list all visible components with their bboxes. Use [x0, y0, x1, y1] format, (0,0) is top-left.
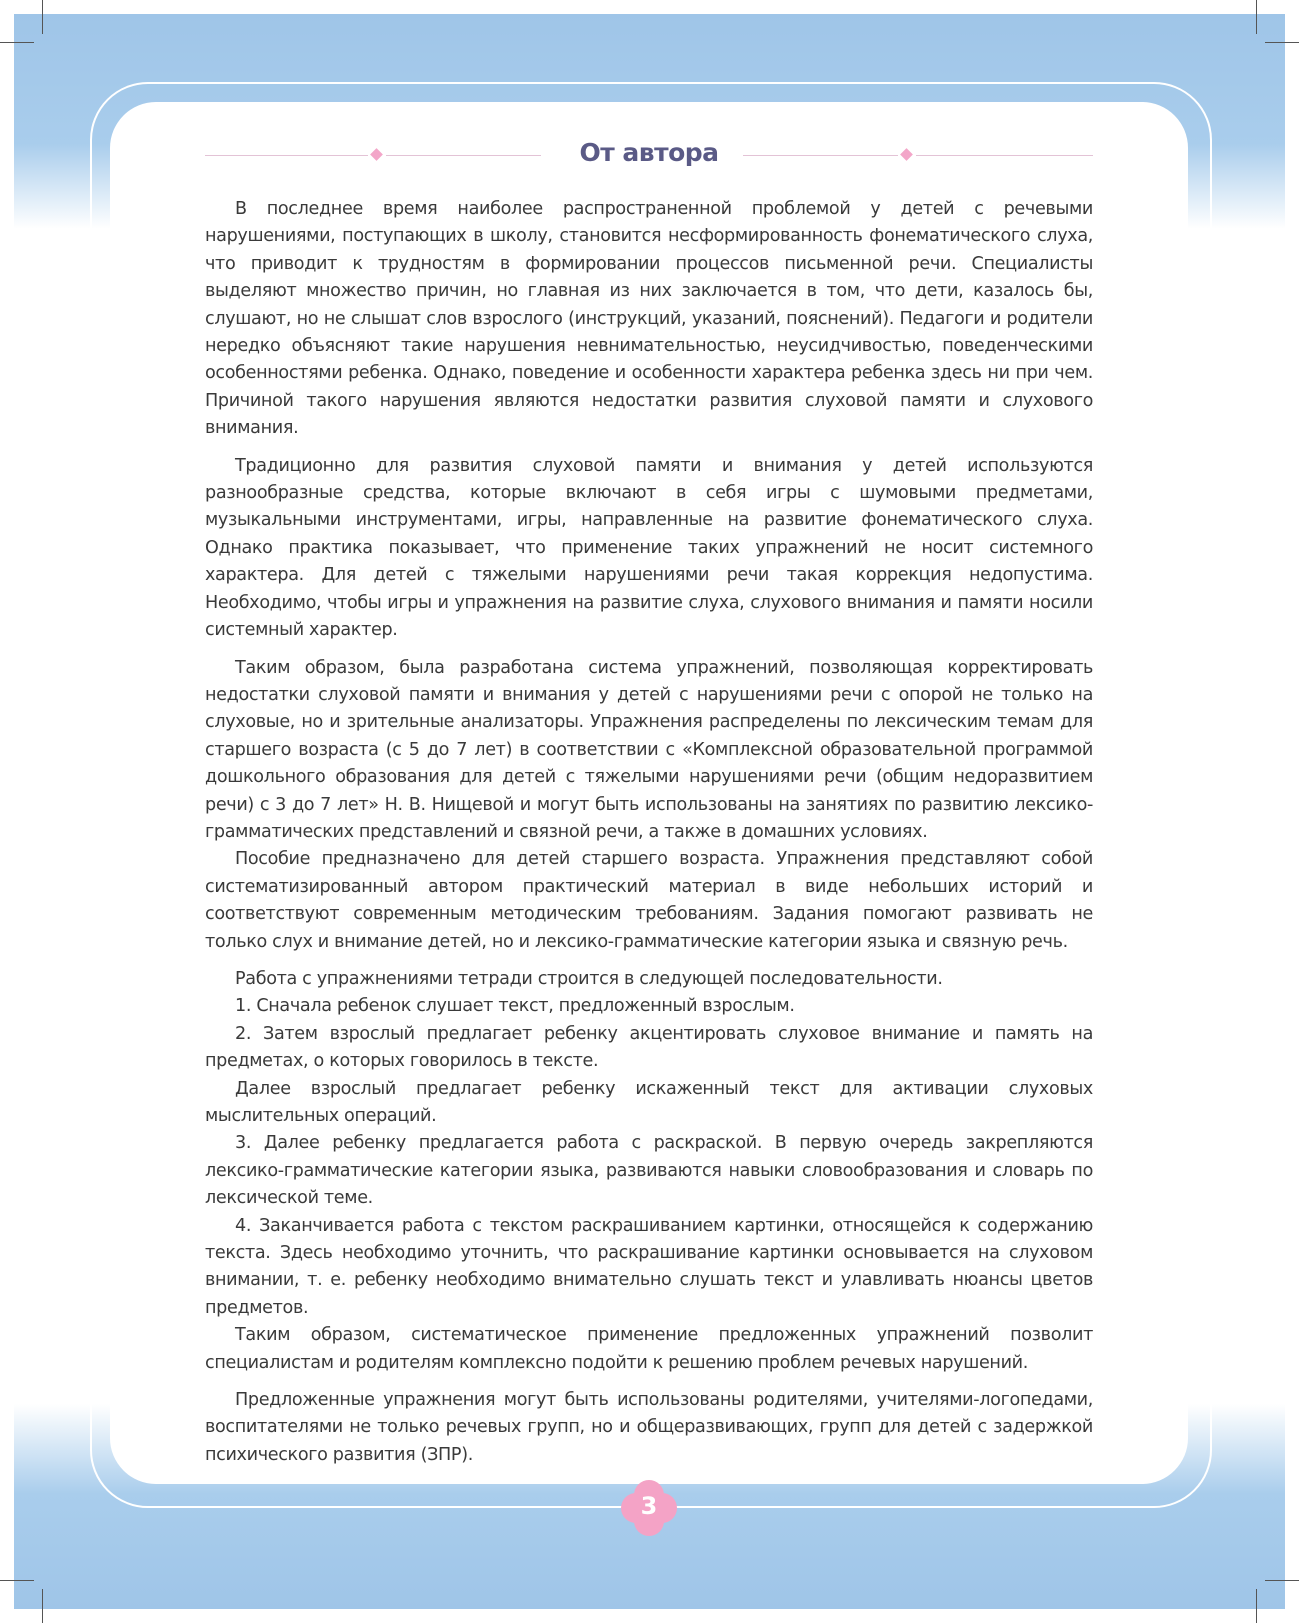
paragraph: Таким образом, систематическое применение предложенных упражнений позволит специалистам и родителям комплексно подойти к решению проблем речевых нарушений.: [205, 1325, 1093, 1373]
crop-mark-bottom-left-h: [0, 1580, 34, 1581]
list-item: 3. Далее ребенку предлагается работа с раскраской. В первую очередь закрепляются лексико-грамматические категории языка, развиваются навыки словообразования и словарь по лексической теме.: [205, 1133, 1093, 1209]
page-number: 3: [640, 1492, 658, 1520]
crop-mark-top-left-h: [0, 42, 34, 43]
header-rule-right-inner: [743, 155, 898, 156]
crop-mark-bottom-right-v: [1256, 1589, 1257, 1623]
crop-mark-bottom-left-v: [42, 1589, 43, 1623]
list-item: 1. Сначала ребенок слушает текст, предложенный взрослым.: [235, 996, 795, 1017]
header-rule-right-outer: [916, 155, 1093, 156]
paragraph: Традиционно для развития слуховой памяти и внимания у детей используются разнообразные средства, которые включают в себя игры с шумовыми предметами, музыкальными инструментами, игры, направленные на развитие фонематического слуха. Однако практика показывает, что применение таких упражнений не носит системного характера. Для детей с тяжелыми нарушениями речи такая коррекция недопустима. Необходимо, чтобы игры и упражнения на развитие слуха, слухового внимания и памяти носили системный характер.: [205, 455, 1093, 641]
crop-mark-top-right-h: [1265, 42, 1299, 43]
section-header: [205, 136, 1093, 176]
page-title: От автора: [579, 138, 719, 167]
paragraph: Таким образом, была разработана система упражнений, позволяющая корректировать недостатки слуховой памяти и внимания у детей с нарушениями речи с опорой не только на слуховые, но и зрительные анализаторы. Упражнения распределены по лексическим темам для старшего возраста (с 5 до 7 лет) в соответствии с «Комплексной образовательной программой дошкольного образования для детей с тяжелыми нарушениями речи (общим недоразвитием речи) с 3 до 7 лет» Н. В. Нищевой и могут быть использованы на занятиях по развитию лексико-грамматических представлений и связной речи, а также в домашних условиях.: [205, 657, 1093, 842]
page-number-badge: [621, 1480, 677, 1536]
crop-mark-top-left-v: [42, 0, 43, 34]
paragraph: Работа с упражнениями тетради строится в следующей последовательности.: [235, 968, 943, 989]
paragraph: В последнее время наиболее распространенной проблемой у детей с речевыми нарушениями, поступающих в школу, становится несформированность фонематического слуха, что приводит к трудностям в формировании процессов письменной речи. Специалисты выделяют множество причин, но главная из них заключается в том, что дети, казалось бы, слушают, но не слышат слов взрослого (инструкций, указаний, пояснений). Педагоги и родители нередко объясняют такие нарушения невнимательностью, неусидчивостью, поведенческими особенностями ребенка. Однако, поведение и особенности характера ребенка здесь ни при чем. Причиной такого нарушения являются недостатки развития слуховой памяти и слухового внимания.: [205, 199, 1093, 439]
list-item: 4. Заканчивается работа с текстом раскрашиванием картинки, относящейся к содержанию текста. Здесь необходимо уточнить, что раскрашивание картинки основывается на слуховом внимании, т. е. ребенку необходимо внимательно слушать текст и улавливать нюансы цветов предметов.: [205, 1215, 1093, 1318]
body-text: [205, 196, 1093, 1469]
crop-mark-top-right-v: [1256, 0, 1257, 34]
paragraph: Далее взрослый предлагает ребенку искаженный текст для активации слуховых мыслительных операций.: [205, 1078, 1093, 1126]
paragraph: Пособие предназначено для детей старшего возраста. Упражнения представляют собой систематизированный автором практический материал в виде небольших историй и соответствуют современным методическим требованиям. Задания помогают развивать не только слух и внимание детей, но и лексико-грамматические категории языка и связную речь.: [205, 849, 1093, 952]
list-item: 2. Затем взрослый предлагает ребенку акцентировать слуховое внимание и память на предметах, о которых говорилось в тексте.: [205, 1023, 1093, 1072]
paragraph: Предложенные упражнения могут быть использованы родителями, учителями-логопедами, воспитателями не только речевых групп, но и общеразвивающих, групп для детей с задержкой психического развития (ЗПР).: [205, 1390, 1093, 1465]
crop-mark-bottom-right-h: [1265, 1580, 1299, 1581]
